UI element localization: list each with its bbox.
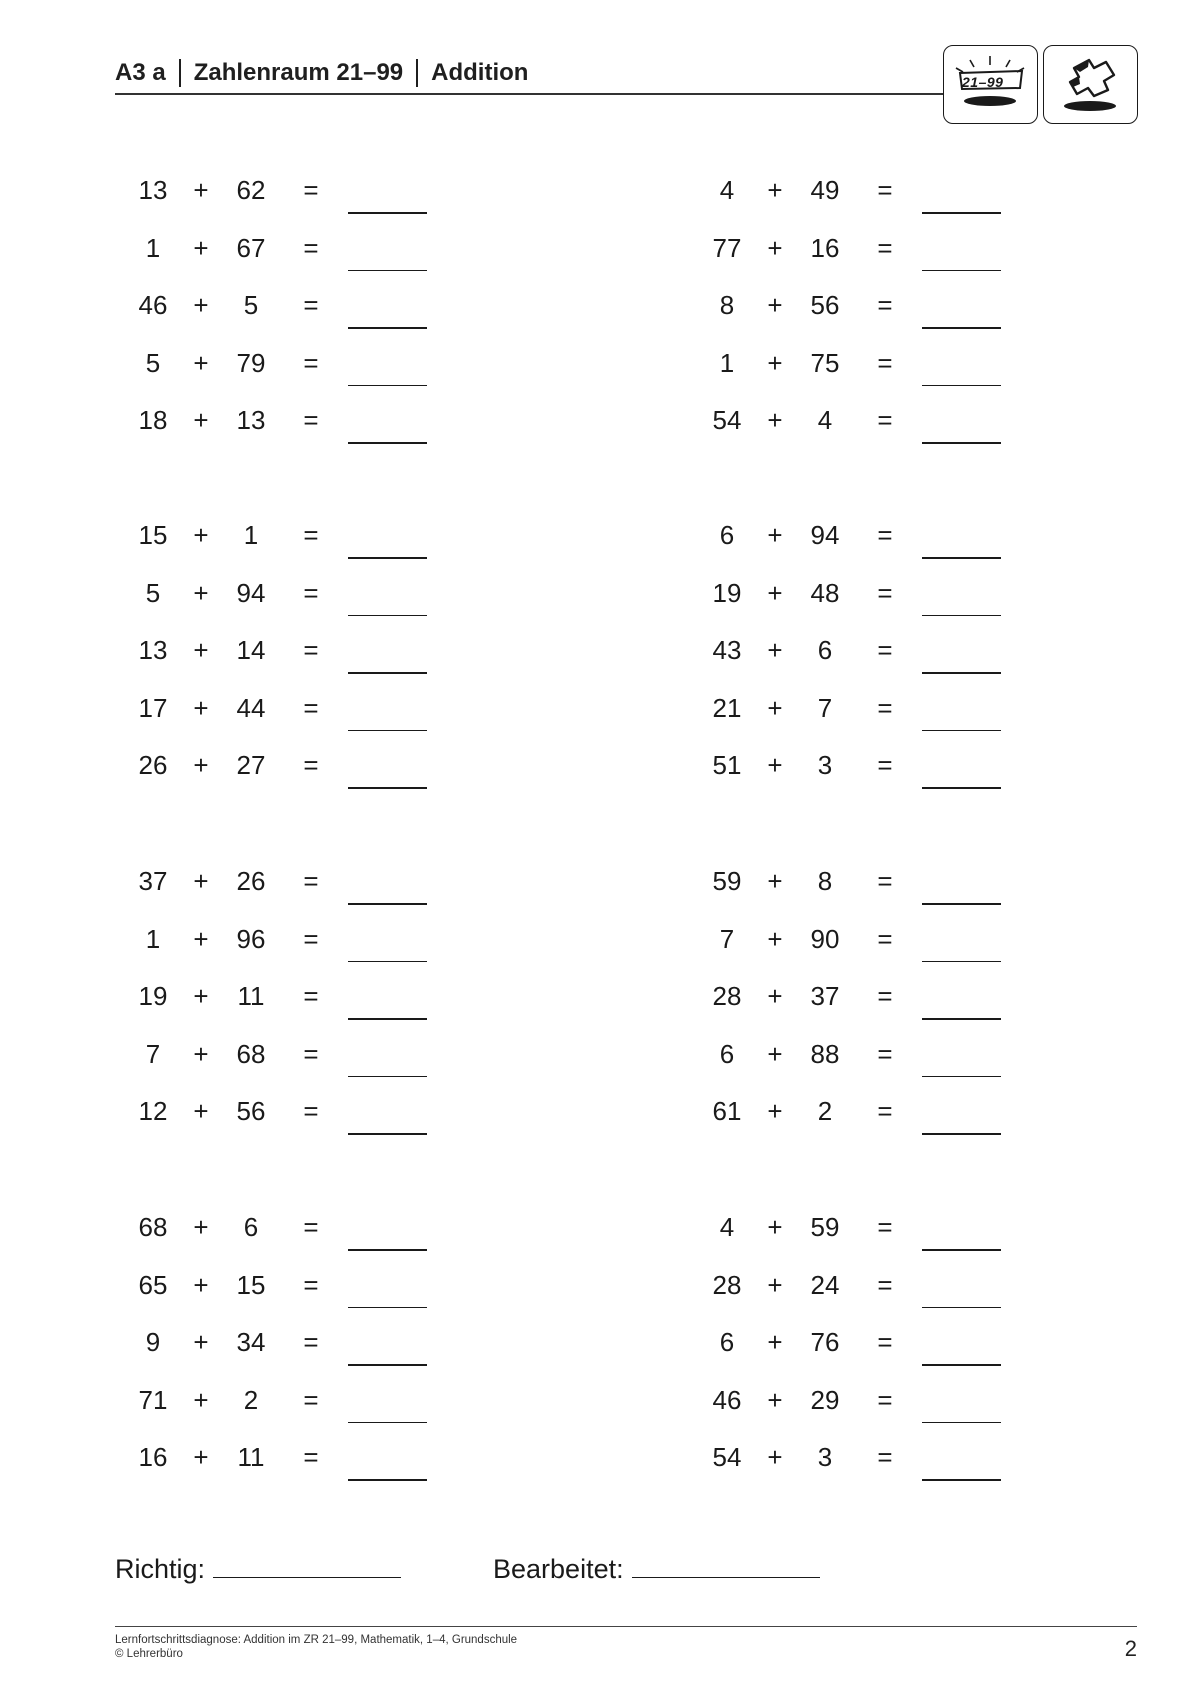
second-addend: 14 [236, 635, 266, 665]
first-addend: 59 [712, 866, 742, 896]
second-addend: 11 [237, 981, 265, 1011]
answer-blank[interactable] [348, 270, 427, 272]
equals-sign: = [877, 1384, 893, 1415]
answer-blank[interactable] [922, 1422, 1001, 1424]
equals-sign: = [303, 1327, 319, 1357]
second-addend: 6 [817, 635, 833, 665]
plus-sign: + [767, 1096, 783, 1126]
plus-sign: + [193, 175, 209, 205]
first-addend: 28 [712, 1269, 742, 1300]
plus-sign: + [767, 1038, 783, 1069]
equals-sign: = [303, 405, 319, 435]
answer-blank[interactable] [922, 557, 1001, 559]
equals-sign: = [303, 750, 319, 780]
plus-sign: + [193, 1038, 209, 1069]
equals-sign: = [877, 232, 893, 263]
first-addend: 1 [719, 347, 735, 378]
answer-blank[interactable] [922, 212, 1001, 214]
answer-blank[interactable] [348, 615, 427, 617]
first-addend: 6 [719, 1327, 735, 1357]
second-addend: 1 [243, 520, 259, 550]
second-addend: 24 [810, 1269, 840, 1300]
second-addend: 88 [810, 1038, 840, 1069]
second-addend: 56 [810, 290, 840, 320]
answer-blank[interactable] [348, 730, 427, 732]
answer-blank[interactable] [922, 442, 1001, 444]
plus-sign: + [767, 866, 783, 896]
second-addend: 76 [810, 1327, 840, 1357]
page-header [115, 58, 528, 88]
second-addend: 27 [236, 750, 266, 780]
equals-sign: = [303, 232, 319, 263]
plus-sign: + [767, 981, 783, 1011]
equals-sign: = [303, 866, 319, 896]
equals-sign: = [877, 1212, 893, 1242]
first-addend: 7 [145, 1038, 161, 1069]
equals-sign: = [303, 1269, 319, 1300]
plus-sign: + [193, 232, 209, 263]
plus-sign: + [767, 1269, 783, 1300]
second-addend: 48 [810, 577, 840, 608]
answer-blank[interactable] [922, 903, 1001, 905]
plus-sign: + [767, 290, 783, 320]
answer-blank[interactable] [348, 1018, 427, 1020]
second-addend: 7 [817, 692, 833, 723]
equals-sign: = [303, 1038, 319, 1069]
second-addend: 62 [236, 175, 266, 205]
plus-sign: + [193, 347, 209, 378]
first-addend: 18 [138, 405, 168, 435]
source-line: Lernfortschrittsdiagnose: Addition im ZR 21–99, Mathematik, 1–4, Grundschule [115, 1634, 518, 1646]
first-addend: 19 [138, 981, 168, 1011]
answer-blank[interactable] [922, 1018, 1001, 1020]
first-addend: 4 [719, 1212, 735, 1242]
plus-sign: + [193, 1212, 209, 1242]
second-addend: 56 [236, 1096, 266, 1126]
answer-blank[interactable] [922, 327, 1001, 329]
plus-sign: + [767, 232, 783, 263]
second-addend: 4 [817, 405, 833, 435]
correct-label: Richtig: [115, 1554, 206, 1584]
correct-field [115, 1552, 401, 1586]
answer-blank[interactable] [348, 961, 427, 963]
equals-sign: = [877, 750, 893, 780]
plus-sign: + [767, 923, 783, 954]
plus-sign: + [767, 750, 783, 780]
second-addend: 11 [237, 1442, 265, 1472]
plus-sign: + [767, 577, 783, 608]
second-addend: 3 [817, 750, 833, 780]
answer-blank[interactable] [348, 1249, 427, 1251]
plus-sign: + [193, 635, 209, 665]
answer-blank[interactable] [348, 1307, 427, 1309]
answer-blank[interactable] [922, 787, 1001, 789]
plus-sign: + [193, 981, 209, 1011]
first-addend: 37 [138, 866, 168, 896]
answer-blank[interactable] [922, 1364, 1001, 1366]
second-addend: 29 [810, 1384, 840, 1415]
answer-blank[interactable] [348, 1479, 427, 1481]
first-addend: 16 [138, 1442, 168, 1472]
first-addend: 26 [138, 750, 168, 780]
equals-sign: = [877, 866, 893, 896]
answer-blank[interactable] [348, 557, 427, 559]
plus-sign: + [767, 405, 783, 435]
first-addend: 12 [138, 1096, 168, 1126]
second-addend: 37 [810, 981, 840, 1011]
plus-icon [1043, 45, 1138, 124]
answer-blank[interactable] [348, 1422, 427, 1424]
first-addend: 51 [712, 750, 742, 780]
plus-sign: + [193, 1327, 209, 1357]
equals-sign: = [877, 1442, 893, 1472]
badge-range-label: 21–99 [962, 74, 1004, 90]
first-addend: 8 [719, 290, 735, 320]
second-addend: 96 [236, 923, 266, 954]
second-addend: 15 [236, 1269, 266, 1300]
equals-sign: = [303, 692, 319, 723]
equals-sign: = [877, 923, 893, 954]
first-addend: 5 [145, 347, 161, 378]
first-addend: 68 [138, 1212, 168, 1242]
plus-sign: + [767, 1384, 783, 1415]
answer-blank[interactable] [348, 1133, 427, 1135]
second-addend: 79 [236, 347, 266, 378]
equals-sign: = [877, 1038, 893, 1069]
first-addend: 1 [145, 923, 161, 954]
plus-sign: + [193, 923, 209, 954]
footer-rule [115, 1626, 1137, 1627]
answer-blank[interactable] [922, 730, 1001, 732]
first-addend: 43 [712, 635, 742, 665]
equals-sign: = [877, 405, 893, 435]
second-addend: 13 [236, 405, 266, 435]
second-addend: 16 [810, 232, 840, 263]
equals-sign: = [877, 290, 893, 320]
answer-blank[interactable] [348, 903, 427, 905]
answer-blank[interactable] [348, 442, 427, 444]
equals-sign: = [877, 635, 893, 665]
second-addend: 5 [243, 290, 259, 320]
second-addend: 90 [810, 923, 840, 954]
equals-sign: = [877, 1096, 893, 1126]
plus-sign: + [767, 1212, 783, 1242]
first-addend: 13 [138, 175, 168, 205]
first-addend: 13 [138, 635, 168, 665]
equals-sign: = [877, 1269, 893, 1300]
plus-sign: + [767, 520, 783, 550]
answer-blank[interactable] [922, 1307, 1001, 1309]
equals-sign: = [303, 981, 319, 1011]
first-addend: 6 [719, 520, 735, 550]
plus-sign: + [193, 750, 209, 780]
plus-sign: + [193, 692, 209, 723]
second-addend: 59 [810, 1212, 840, 1242]
processed-answer-line[interactable] [632, 1553, 820, 1578]
equals-sign: = [303, 1442, 319, 1472]
second-addend: 2 [243, 1384, 259, 1415]
plus-sign: + [193, 520, 209, 550]
first-addend: 54 [712, 405, 742, 435]
header-rule [115, 93, 945, 95]
answer-blank[interactable] [348, 212, 427, 214]
plus-sign: + [767, 347, 783, 378]
copyright-line: © Lehrerbüro [115, 1648, 183, 1660]
equals-sign: = [303, 175, 319, 205]
answer-blank[interactable] [922, 1133, 1001, 1135]
worksheet-code: A3 a [115, 59, 166, 86]
first-addend: 77 [712, 232, 742, 263]
second-addend: 44 [236, 692, 266, 723]
first-addend: 17 [138, 692, 168, 723]
first-addend: 6 [719, 1038, 735, 1069]
first-addend: 5 [145, 577, 161, 608]
answer-blank[interactable] [348, 1364, 427, 1366]
plus-sign: + [193, 1269, 209, 1300]
processed-label: Bearbeitet: [493, 1554, 624, 1584]
answer-blank[interactable] [922, 672, 1001, 674]
plus-sign: + [193, 866, 209, 896]
page-number: 2 [1124, 1636, 1137, 1661]
first-addend: 21 [712, 692, 742, 723]
equals-sign: = [303, 520, 319, 550]
plus-sign: + [767, 692, 783, 723]
equals-sign: = [877, 577, 893, 608]
plus-sign: + [193, 1384, 209, 1415]
number-range-title: Zahlenraum 21–99 [193, 59, 404, 86]
first-addend: 54 [712, 1442, 742, 1472]
answer-blank[interactable] [922, 615, 1001, 617]
source-note [115, 1633, 517, 1661]
equals-sign: = [303, 290, 319, 320]
plus-sign: + [193, 405, 209, 435]
first-addend: 4 [719, 175, 735, 205]
first-addend: 19 [712, 577, 742, 608]
second-addend: 94 [236, 577, 266, 608]
equals-sign: = [303, 923, 319, 954]
topic-title: Addition [431, 59, 529, 86]
first-addend: 46 [712, 1384, 742, 1415]
first-addend: 65 [138, 1269, 168, 1300]
plus-sign: + [193, 1442, 209, 1472]
plus-sign: + [193, 577, 209, 608]
second-addend: 49 [810, 175, 840, 205]
equals-sign: = [303, 1384, 319, 1415]
first-addend: 28 [712, 981, 742, 1011]
first-addend: 71 [138, 1384, 168, 1415]
first-addend: 7 [719, 923, 735, 954]
plus-sign: + [193, 1096, 209, 1126]
processed-field [493, 1552, 820, 1586]
equals-sign: = [303, 1212, 319, 1242]
first-addend: 9 [145, 1327, 161, 1357]
answer-blank[interactable] [348, 385, 427, 387]
second-addend: 8 [817, 866, 833, 896]
answer-blank[interactable] [348, 327, 427, 329]
equals-sign: = [877, 981, 893, 1011]
plus-sign: + [767, 1442, 783, 1472]
equals-sign: = [877, 175, 893, 205]
header-divider [416, 59, 418, 87]
answer-blank[interactable] [922, 1076, 1001, 1078]
answer-blank[interactable] [922, 1479, 1001, 1481]
plus-sign: + [767, 1327, 783, 1357]
equals-sign: = [877, 692, 893, 723]
number-range-icon [943, 45, 1038, 124]
equals-sign: = [877, 520, 893, 550]
equals-sign: = [303, 635, 319, 665]
second-addend: 26 [236, 866, 266, 896]
answer-blank[interactable] [922, 270, 1001, 272]
second-addend: 67 [236, 232, 266, 263]
header-divider [179, 59, 181, 87]
first-addend: 1 [145, 232, 161, 263]
answer-blank[interactable] [922, 385, 1001, 387]
answer-blank[interactable] [348, 1076, 427, 1078]
correct-answer-line[interactable] [213, 1553, 401, 1578]
second-addend: 68 [236, 1038, 266, 1069]
second-addend: 2 [817, 1096, 833, 1126]
equals-sign: = [877, 347, 893, 378]
second-addend: 3 [817, 1442, 833, 1472]
first-addend: 61 [712, 1096, 742, 1126]
equals-sign: = [303, 577, 319, 608]
plus-sign: + [767, 175, 783, 205]
equals-sign: = [877, 1327, 893, 1357]
second-addend: 34 [236, 1327, 266, 1357]
equals-sign: = [303, 1096, 319, 1126]
answer-blank[interactable] [922, 1249, 1001, 1251]
first-addend: 15 [138, 520, 168, 550]
plus-sign: + [193, 290, 209, 320]
answer-blank[interactable] [348, 787, 427, 789]
first-addend: 46 [138, 290, 168, 320]
equals-sign: = [303, 347, 319, 378]
plus-sign: + [767, 635, 783, 665]
answer-blank[interactable] [922, 961, 1001, 963]
second-addend: 6 [243, 1212, 259, 1242]
second-addend: 75 [810, 347, 840, 378]
answer-blank[interactable] [348, 672, 427, 674]
second-addend: 94 [810, 520, 840, 550]
